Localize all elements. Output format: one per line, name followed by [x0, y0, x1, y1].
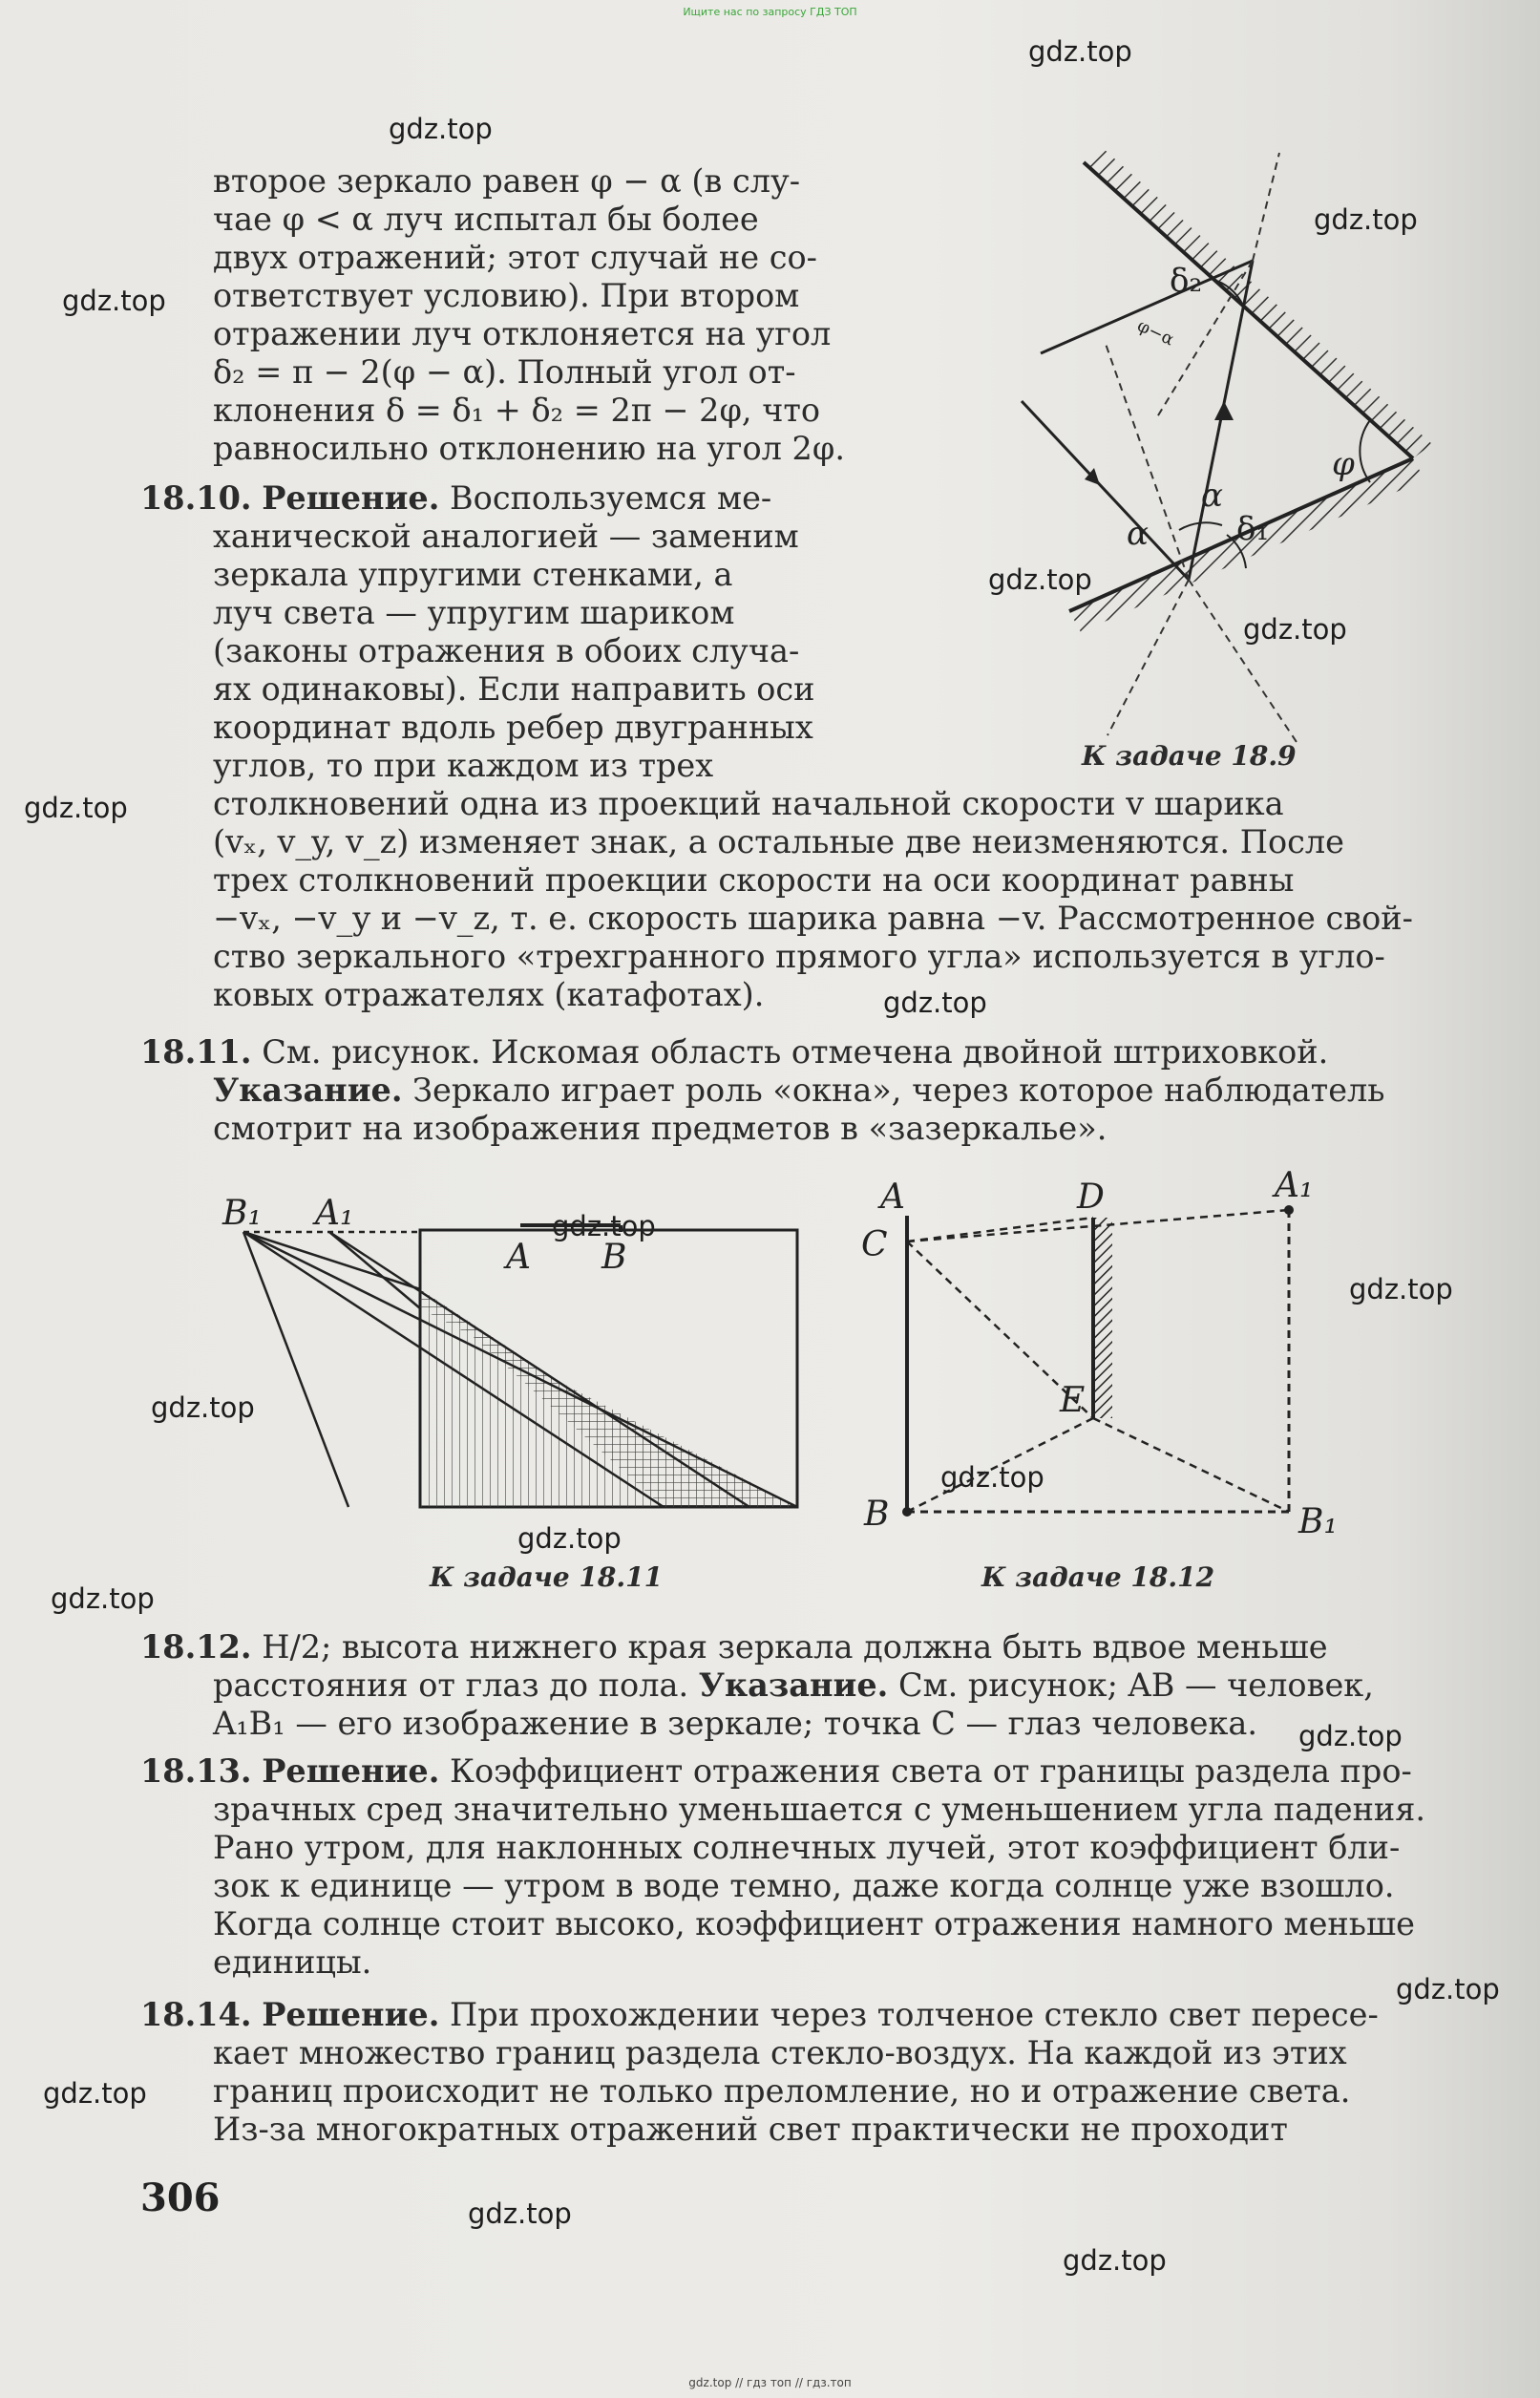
- ray-line: [907, 1218, 1093, 1241]
- text-line: [140, 1072, 1429, 1110]
- watermark: gdz.top: [389, 113, 493, 145]
- text-line: углов, то при каждом из трех: [213, 747, 714, 784]
- watermark: gdz.top: [552, 1210, 656, 1242]
- watermark: gdz.top: [43, 2077, 147, 2110]
- text-line: −vₓ, −v_y и −v_z, т. е. скорость шарика равна −v. Рассмотренное свой-: [213, 900, 1413, 937]
- label-B1: B₁: [222, 1194, 262, 1233]
- watermark: gdz.top: [1028, 35, 1132, 68]
- ray-line: [243, 1232, 420, 1289]
- incoming-ray: [1022, 401, 1189, 580]
- text-line: второе зеркало равен φ − α (в слу-: [213, 162, 801, 200]
- solution-label: Решение.: [262, 479, 440, 517]
- text-span: См. рисунок; AB — человек,: [888, 1666, 1374, 1704]
- text-line: (законы отражения в обоих случа-: [213, 632, 800, 669]
- text-span: H/2; высота нижнего края зеркала должна быть вдвое меньше: [251, 1628, 1328, 1666]
- text-span: Зеркало играет роль «окна», через которое наблюдатель: [402, 1072, 1385, 1109]
- page-number: 306: [140, 2175, 221, 2220]
- text-line: [140, 1033, 1429, 1072]
- upper-mirror-hatch: [1084, 148, 1432, 458]
- figure-18-12: [850, 1160, 1346, 1542]
- watermark: gdz.top: [517, 1522, 622, 1555]
- text-line: [140, 1628, 1429, 1666]
- text-line: кает множество границ раздела стекло-воздух. На каждой из этих: [213, 2034, 1347, 2071]
- label-alpha: α: [1201, 477, 1223, 515]
- hint-label: Указание.: [698, 1666, 889, 1704]
- text-line: [140, 1666, 1429, 1705]
- text-line: клонения δ = δ₁ + δ₂ = 2π − 2φ, что: [213, 392, 821, 429]
- text-line: ханической аналогией — заменим: [213, 518, 799, 555]
- text-line: трех столкновений проекции скорости на оси координат равны: [213, 861, 1295, 899]
- text-span: Воспользуемся ме-: [439, 479, 772, 517]
- text-line: зрачных сред значительно уменьшается с уменьшением угла падения.: [213, 1791, 1426, 1828]
- paragraph-18-14: [140, 1996, 1429, 2149]
- text-line: отражении луч отклоняется на угол: [213, 315, 832, 352]
- caption-18-12: К задаче 18.12: [981, 1561, 1215, 1593]
- text-line: столкновений одна из проекций начальной скорости v шарика: [213, 785, 1284, 822]
- text-line: двух отражений; этот случай не со-: [213, 239, 817, 276]
- text-line: равносильно отклонению на угол 2φ.: [213, 430, 845, 467]
- mirror-hatch: [1093, 1218, 1112, 1418]
- solution-label: Решение.: [262, 1996, 440, 2033]
- label-B1: B₁: [1298, 1502, 1338, 1541]
- watermark: gdz.top: [1396, 1973, 1500, 2005]
- figure-18-9: [993, 134, 1442, 745]
- watermark: gdz.top: [62, 285, 166, 317]
- label-B: B: [601, 1238, 627, 1277]
- watermark: gdz.top: [151, 1391, 255, 1424]
- dashed-line: [1189, 580, 1298, 745]
- problem-number: 18.13.: [140, 1752, 252, 1790]
- watermark: gdz.top: [940, 1461, 1044, 1494]
- text-line: смотрит на изображения предметов в «зазеркалье».: [213, 1110, 1108, 1147]
- text-line: A₁B₁ — его изображение в зеркале; точка C — глаз человека.: [213, 1705, 1258, 1742]
- label-A: A: [880, 1178, 905, 1217]
- watermark: gdz.top: [24, 792, 128, 824]
- text-line: Рано утром, для наклонных солнечных лучей, этот коэффициент бли-: [213, 1829, 1401, 1866]
- label-phi-minus-alpha: φ−α: [1133, 315, 1177, 350]
- problem-number: 18.14.: [140, 1996, 252, 2033]
- problem-number: 18.10.: [140, 479, 252, 517]
- text-line: ях одинаковы). Если направить оси: [213, 670, 815, 708]
- dashed-line: [1253, 153, 1279, 261]
- label-alpha: α: [1127, 515, 1149, 553]
- ray-line: [1093, 1418, 1289, 1512]
- watermark: gdz.top: [1349, 1273, 1453, 1305]
- ray-line: [907, 1418, 1093, 1512]
- angle-arc: [1360, 420, 1370, 482]
- caption-18-9: К задаче 18.9: [1082, 740, 1297, 772]
- watermark: gdz.top: [1063, 2244, 1167, 2277]
- label-C: C: [861, 1225, 888, 1264]
- paragraph-18-12: [140, 1628, 1429, 1743]
- text-line: луч света — упругим шариком: [213, 594, 735, 631]
- watermark: gdz.top: [883, 987, 987, 1019]
- watermark: gdz.top: [468, 2197, 572, 2230]
- watermark: gdz.top: [988, 563, 1092, 596]
- watermark: gdz.top: [1298, 1720, 1403, 1752]
- text-line: границ происходит не только преломление, но и отражение света.: [213, 2072, 1351, 2110]
- figure-18-11: [215, 1184, 816, 1528]
- ray-line: [243, 1232, 348, 1507]
- text-line: δ₂ = π − 2(φ − α). Полный угол от-: [213, 353, 796, 391]
- text-line: ответствует условию). При втором: [213, 277, 800, 314]
- upper-mirror: [1084, 162, 1413, 458]
- text-line: единицы.: [213, 1943, 372, 1981]
- text-span: При прохождении через толченое стекло свет пересе-: [439, 1996, 1379, 2033]
- problem-number: 18.12.: [140, 1628, 252, 1666]
- text-span: расстояния от глаз до пола.: [213, 1666, 699, 1704]
- problem-number: 18.11.: [140, 1033, 252, 1071]
- text-line: зок к единице — утром в воде темно, даже когда солнце уже взошло.: [213, 1867, 1395, 1904]
- text-span: См. рисунок. Искомая область отмечена двойной штриховкой.: [251, 1033, 1329, 1071]
- label-delta1: δ₁: [1236, 510, 1270, 548]
- text-line: Когда солнце стоит высоко, коэффициент отражения намного меньше: [213, 1905, 1415, 1942]
- text-line: ковых отражателях (катафотах).: [213, 976, 765, 1013]
- label-delta2: δ₂: [1170, 262, 1203, 300]
- watermark: gdz.top: [1314, 203, 1418, 236]
- text-line: (vₓ, v_y, v_z) изменяет знак, а остальные две неизменяются. После: [213, 823, 1344, 860]
- text-span: Коэффициент отражения света от границы раздела про-: [439, 1752, 1412, 1790]
- ray-arrow: [1214, 401, 1234, 420]
- hint-label: Указание.: [213, 1072, 403, 1109]
- text-line: чае φ < α луч испытал бы более: [213, 201, 759, 238]
- caption-18-11: К задаче 18.11: [430, 1561, 664, 1593]
- label-A: A: [506, 1238, 531, 1277]
- paragraph-18-13: [140, 1752, 1429, 1982]
- text-line: Из-за многократных отражений свет практически не проходит: [213, 2111, 1288, 2148]
- label-B: B: [864, 1495, 890, 1534]
- footer-links[interactable]: gdz.top // гдз топ // гдз.топ: [688, 2376, 852, 2389]
- watermark: gdz.top: [1243, 613, 1347, 646]
- label-D: D: [1077, 1178, 1105, 1217]
- paragraph-18-9-end: [213, 162, 881, 468]
- label-A1: A₁: [1275, 1166, 1314, 1205]
- paragraph-18-11: [140, 1033, 1429, 1148]
- top-banner[interactable]: Ищите нас по запросу ГДЗ ТОП: [683, 6, 857, 18]
- label-phi: φ: [1332, 445, 1355, 483]
- text-line: [140, 1996, 1429, 2034]
- label-E: E: [1060, 1381, 1086, 1420]
- solution-label: Решение.: [262, 1752, 440, 1790]
- text-line: координат вдоль ребер двугранных: [213, 709, 813, 746]
- text-line: зеркала упругими стенками, а: [213, 556, 733, 593]
- text-line: [140, 1752, 1429, 1791]
- watermark: gdz.top: [51, 1582, 155, 1615]
- text-line: ство зеркального «трехгранного прямого угла» используется в угло-: [213, 938, 1385, 975]
- label-A1: A₁: [315, 1194, 354, 1233]
